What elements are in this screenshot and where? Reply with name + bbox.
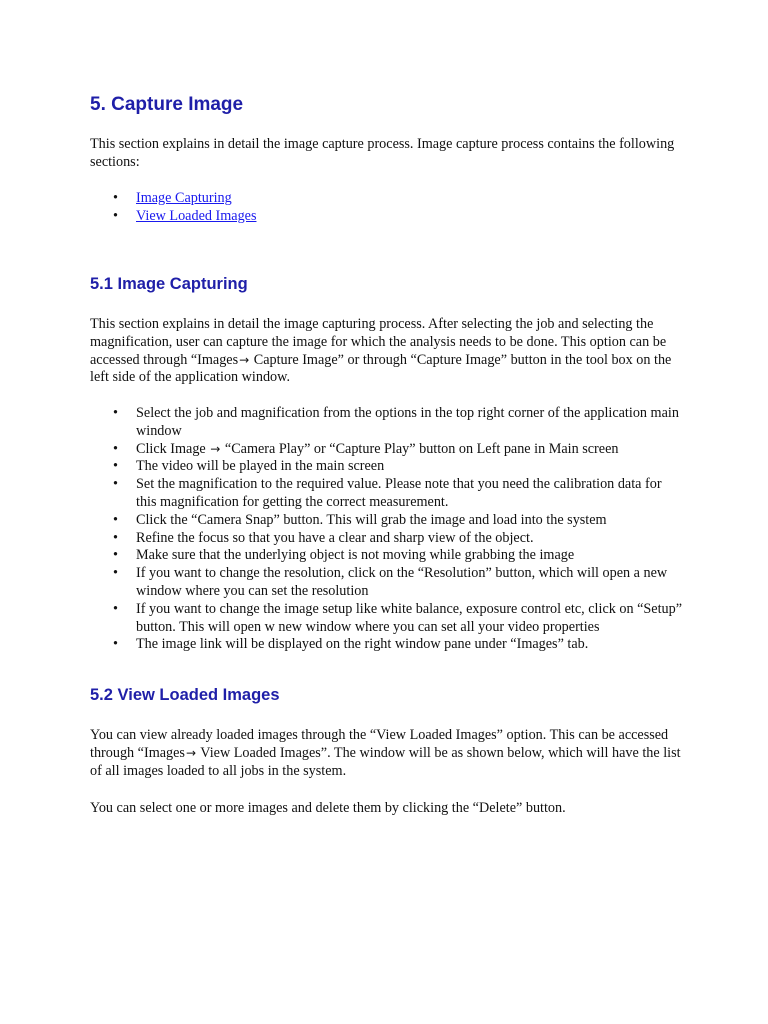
section-5-1-heading: 5.1 Image Capturing	[90, 275, 248, 293]
step-text: “Camera Play” or “Capture Play” button on Left pane in Main screen	[221, 440, 619, 457]
list-item	[90, 458, 685, 476]
section-5-2-intro	[90, 727, 685, 780]
bullet-icon: •	[113, 458, 118, 475]
bullet-icon: •	[113, 529, 118, 546]
arrow-icon: →	[239, 352, 250, 367]
step-text: Make sure that the underlying object is not moving while grabbing the image	[136, 547, 575, 564]
step-text: Set the magnification to the required value. Please note that you need the calibration data for this magnification for getting the correct measurement.	[136, 476, 662, 510]
bullet-icon: •	[113, 636, 118, 653]
toc-link-view-loaded-images[interactable]: View Loaded Images	[136, 207, 257, 224]
step-text: Click Image	[136, 440, 210, 457]
list-item	[90, 530, 685, 548]
toc-item	[90, 190, 685, 208]
step-text: Select the job and magnification from the options in the top right corner of the application main window	[136, 405, 679, 439]
bullet-icon: •	[113, 476, 118, 493]
section-toc-list	[90, 190, 685, 226]
section-5-2-heading: 5.2 View Loaded Images	[90, 686, 280, 704]
bullet-icon: •	[113, 511, 118, 528]
toc-item	[90, 208, 685, 226]
para-text: This section explains in detail the image capturing process. After selecting the job and selecting the magnification, user can capture the image for which the analysis needs to be done. This option can be accessed through “Images	[90, 316, 667, 368]
section-5-2-delete-note: You can select one or more images and delete them by clicking the “Delete” button.	[90, 800, 566, 816]
section-5-intro: This section explains in detail the image capture process. Image capture process contains the following sections:	[90, 136, 675, 170]
list-item	[90, 636, 685, 654]
bullet-icon: •	[113, 207, 118, 224]
step-text: If you want to change the image setup like white balance, exposure control etc, click on “Setup” button. This will open w new window where you can set all your video properties	[136, 600, 683, 635]
para-text: View Loaded Images”. The window will be as shown below, which will have the list of all images loaded to all jobs in the system.	[90, 744, 681, 779]
list-item	[90, 405, 685, 441]
section-5-heading: 5. Capture Image	[90, 94, 244, 115]
bullet-icon: •	[113, 565, 118, 582]
list-item	[90, 476, 685, 512]
arrow-icon: →	[185, 745, 197, 760]
toc-link-image-capturing[interactable]: Image Capturing	[136, 190, 232, 206]
bullet-icon: •	[113, 600, 118, 617]
para-text: Capture Image” or through “Capture Image” button in the tool box on the left side of the application window.	[90, 351, 672, 386]
bullet-icon: •	[113, 547, 118, 564]
capture-steps-list	[90, 405, 685, 654]
bullet-icon: •	[113, 190, 118, 206]
list-item	[90, 601, 685, 637]
step-text: The image link will be displayed on the right window pane under “Images” tab.	[136, 636, 589, 653]
list-item	[90, 512, 685, 530]
step-text: Click the “Camera Snap” button. This will grab the image and load into the system	[136, 511, 607, 528]
step-text: Refine the focus so that you have a clear and sharp view of the object.	[136, 529, 534, 546]
step-text: The video will be played in the main screen	[136, 458, 385, 475]
step-text: If you want to change the resolution, click on the “Resolution” button, which will open a new window where you can set the resolution	[136, 565, 668, 599]
list-item	[90, 441, 685, 459]
para-text: You can view already loaded images through the “View Loaded Images” option. This can be accessed through “Images	[90, 727, 669, 761]
section-5-1-intro	[90, 316, 685, 387]
list-item	[90, 547, 685, 565]
list-item	[90, 565, 685, 601]
bullet-icon: •	[113, 440, 118, 457]
arrow-icon: →	[210, 441, 221, 456]
bullet-icon: •	[113, 405, 118, 421]
